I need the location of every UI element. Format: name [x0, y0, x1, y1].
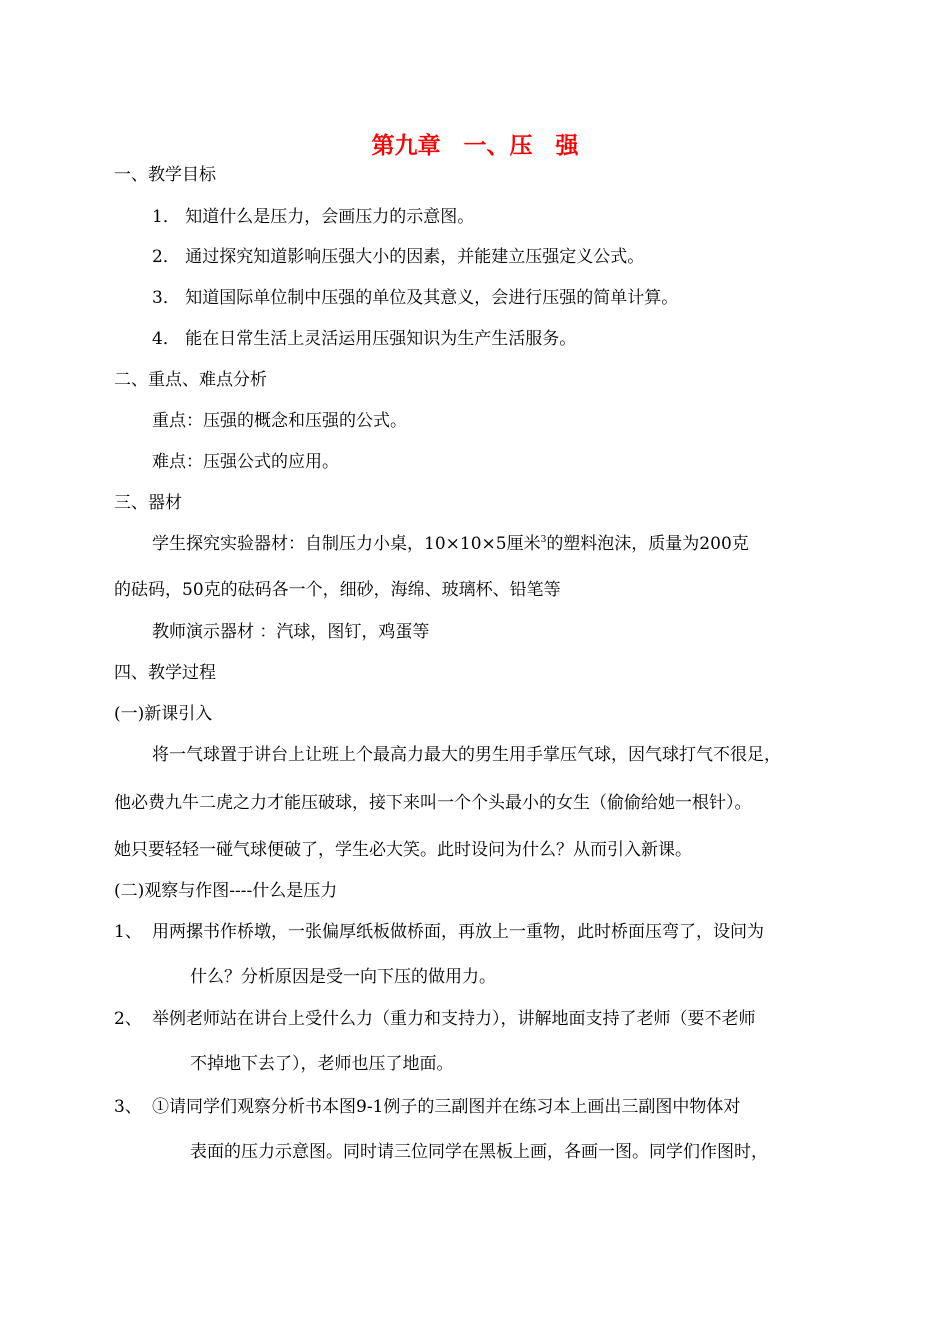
list-item-number: 1、: [114, 922, 142, 942]
list-item-text: ①请同学们观察分析书本图9-1例子的三副图并在练习本上画出三副图中物体对: [152, 1097, 741, 1117]
section-heading-process: 四、教学过程: [114, 663, 216, 683]
intro-paragraph-line: 将一气球置于讲台上让班上个最高力最大的男生用手掌压气球，因气球打气不很足，: [152, 745, 781, 765]
intro-paragraph-line: 她只要轻轻一碰气球便破了，学生必大笑。此时设问为什么？从而引入新课。: [114, 840, 692, 860]
objective-item: 4． 能在日常生活上灵活运用压强知识为生产生活服务。: [152, 329, 577, 349]
list-item-number: 2、: [114, 1009, 142, 1029]
list-item-text-continued: 什么？分析原因是受一向下压的做用力。: [190, 967, 496, 987]
student-equipment-text-a: 学生探究实验器材：自制压力小桌，10×10×5厘米: [152, 534, 541, 554]
cubic-superscript: 3: [540, 535, 547, 545]
key-point-text: 重点：压强的概念和压强的公式。: [152, 411, 407, 431]
list-item-text: 举例老师站在讲台上受什么力（重力和支持力），讲解地面支持了老师（要不老师: [152, 1009, 756, 1029]
page-title: 第九章 一、压 强: [371, 132, 579, 159]
section-heading-equipment: 三、器材: [114, 493, 182, 513]
student-equipment-line: [152, 533, 749, 555]
objective-item: 1． 知道什么是压力，会画压力的示意图。: [152, 207, 475, 227]
difficulty-text: 难点：压强公式的应用。: [152, 452, 339, 472]
teacher-equipment-text: 教师演示器材 ：汽球，图钉，鸡蛋等: [152, 622, 430, 642]
subsection-heading-observation: (二)观察与作图----什么是压力: [114, 881, 338, 901]
intro-paragraph-line: 他必费九牛二虎之力才能压破球，接下来叫一个个头最小的女生（偷偷给她一根针）。: [114, 793, 752, 813]
list-item-number: 3、: [114, 1097, 142, 1117]
list-item-text: 用两摞书作桥墩，一张偏厚纸板做桥面，再放上一重物，此时桥面压弯了，设问为: [152, 922, 764, 942]
section-heading-objectives: 一、教学目标: [114, 165, 216, 185]
list-item-text-continued: 表面的压力示意图。同时请三位同学在黑板上画，各画一图。同学们作图时，: [190, 1142, 768, 1162]
objective-item: 3． 知道国际单位制中压强的单位及其意义，会进行压强的简单计算。: [152, 288, 679, 308]
subsection-heading-intro: (一)新课引入: [114, 704, 213, 724]
list-item-text-continued: 不掉地下去了），老师也压了地面。: [190, 1054, 454, 1074]
student-equipment-text-b: 的塑料泡沫，质量为200克: [546, 534, 749, 554]
objective-item: 2． 通过探究知道影响压强大小的因素，并能建立压强定义公式。: [152, 247, 645, 267]
section-heading-key-points: 二、重点、难点分析: [114, 370, 267, 390]
student-equipment-continued: 的砝码，50克的砝码各一个，细砂，海绵、玻璃杯、铅笔等: [114, 580, 561, 600]
